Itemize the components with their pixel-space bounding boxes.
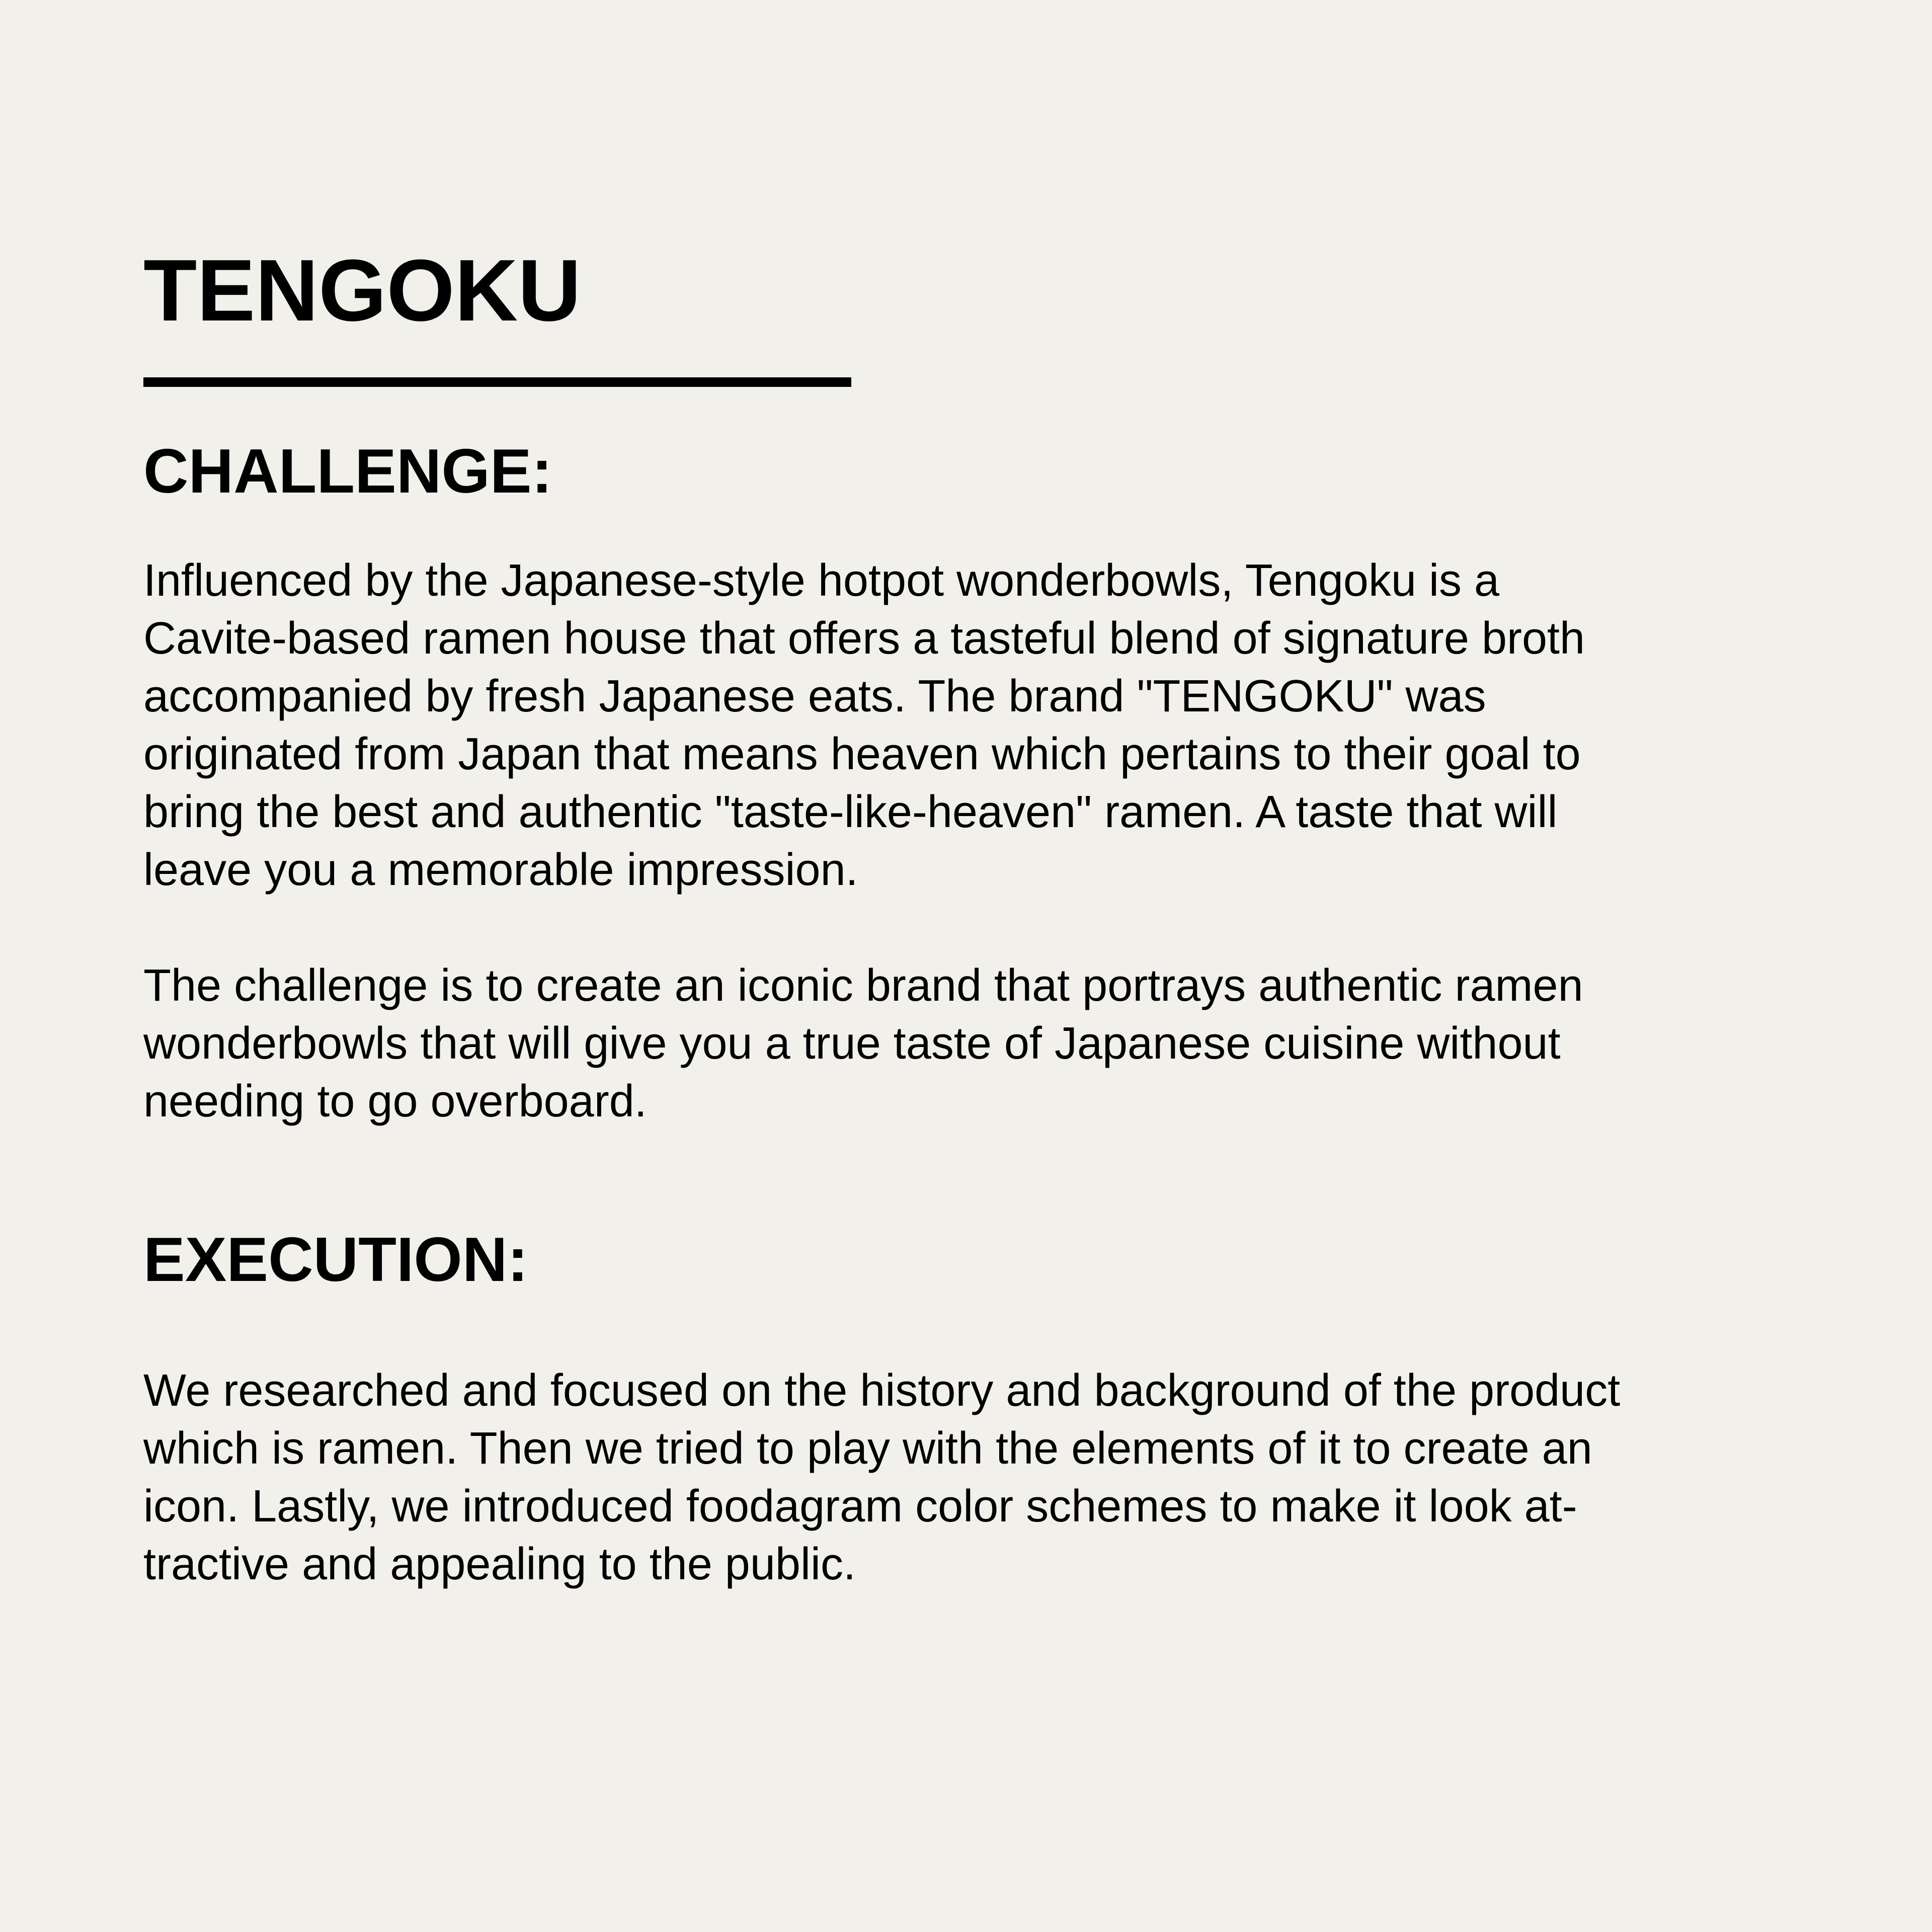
challenge-heading: CHALLENGE: xyxy=(143,437,552,506)
execution-line: which is ramen. Then we tried to play with the elements of it to create an xyxy=(143,1423,1592,1474)
challenge-p2-line: wonderbowls that will give you a true taste of Japanese cuisine without xyxy=(143,1018,1561,1069)
challenge-p2-line: The challenge is to create an iconic brand that portrays authentic ramen xyxy=(143,960,1583,1011)
title-divider xyxy=(143,377,851,387)
challenge-paragraph-2 xyxy=(143,957,1583,1131)
execution-paragraph xyxy=(143,1362,1620,1593)
challenge-p1-line: originated from Japan that means heaven which pertains to their goal to xyxy=(143,729,1581,779)
execution-line: We researched and focused on the history and background of the product xyxy=(143,1365,1621,1416)
challenge-p1-line: leave you a memorable impression. xyxy=(143,845,858,895)
execution-line: tractive and appealing to the public. xyxy=(143,1539,856,1589)
challenge-p1-line: bring the best and authentic "taste-like-heaven" ramen. A taste that will xyxy=(143,787,1558,837)
challenge-p1-line: Cavite-based ramen house that offers a tasteful blend of signature broth xyxy=(143,613,1585,664)
execution-line: icon. Lastly, we introduced foodagram color schemes to make it look at- xyxy=(143,1481,1577,1532)
challenge-p2-line: needing to go overboard. xyxy=(143,1076,647,1126)
challenge-paragraph-1 xyxy=(143,552,1585,899)
challenge-p1-line: accompanied by fresh Japanese eats. The brand "TENGOKU" was xyxy=(143,671,1486,721)
page-title: TENGOKU xyxy=(143,241,581,339)
execution-heading: EXECUTION: xyxy=(143,1225,528,1295)
challenge-p1-line: Influenced by the Japanese-style hotpot wonderbowls, Tengoku is a xyxy=(143,555,1500,606)
